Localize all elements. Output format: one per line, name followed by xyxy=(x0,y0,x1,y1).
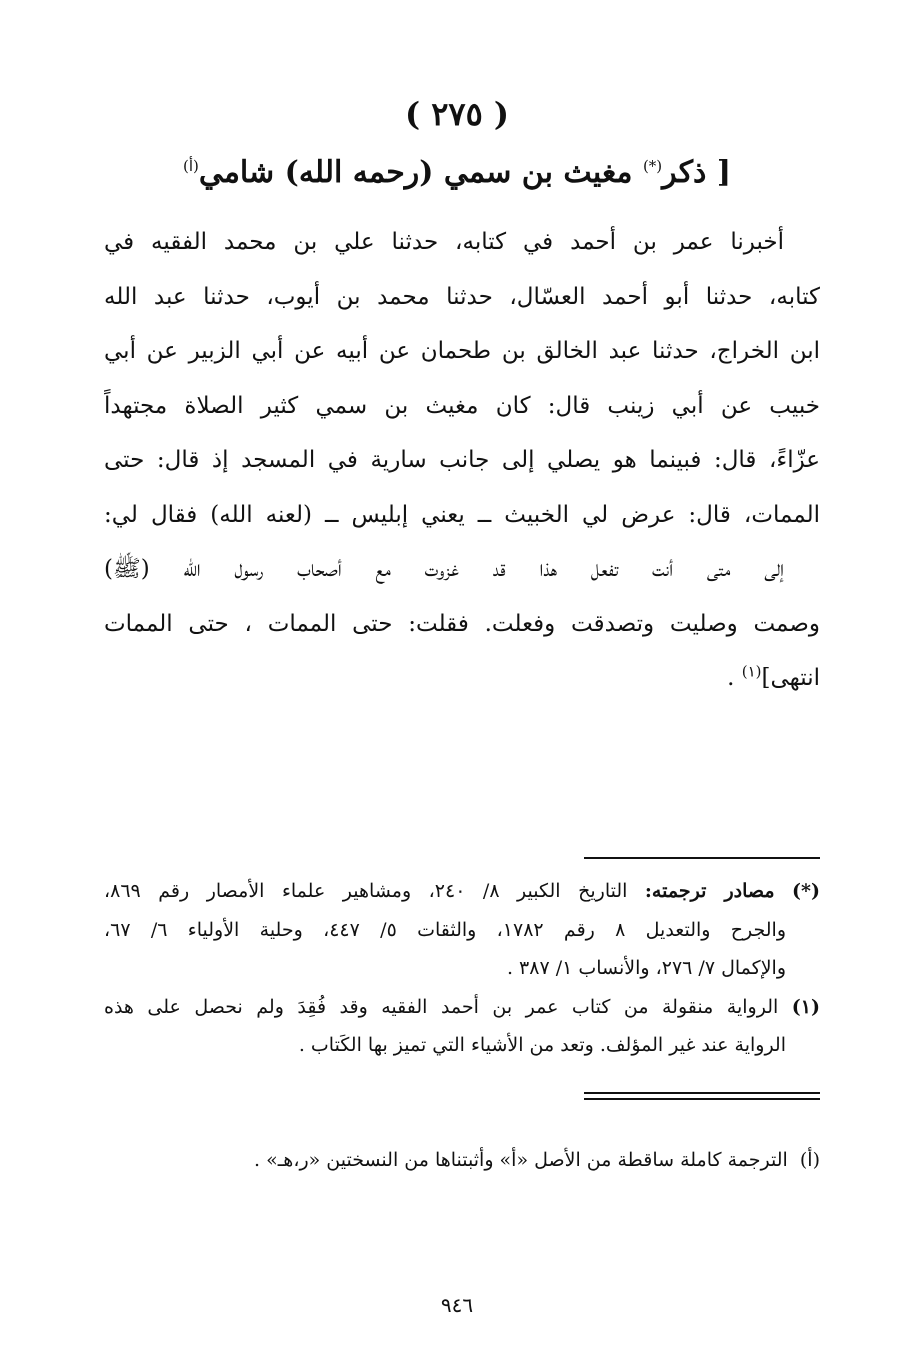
variant-separator xyxy=(584,1092,820,1100)
footnotes xyxy=(104,872,820,1065)
body-line: أخبرنا عمر بن أحمد في كتابه، حدثنا علي بن محمد الفقيه في xyxy=(104,229,784,255)
body-line: وصمت وصليت وتصدقت وفعلت. فقلت: حتى الممات ، حتى الممات xyxy=(104,610,820,637)
footnote-line: والإكمال ٧/ ٢٧٦، والأنساب ١/ ٣٨٧ . xyxy=(506,957,786,979)
heading-open-bracket: [ xyxy=(716,155,732,190)
footnote-line: والجرح والتعديل ٨ رقم ١٧٨٢، والثقات ٥/ ٤٤٧، وحلية الأولياء ٦/ ٦٧، xyxy=(104,918,787,941)
entry-number: ( ٢٧٥ ) xyxy=(404,95,510,133)
heading-variant-ref: (أ) xyxy=(182,157,199,175)
footnote-marker: (*) xyxy=(792,880,820,902)
biography-heading xyxy=(60,150,854,196)
body-final-text: انتهى] xyxy=(761,665,820,691)
footnote-1-text: الرواية منقولة من كتاب عمر بن أحمد الفقيه وقد فُقِدَ ولم نحصل على هذه xyxy=(104,995,779,1018)
heading-word: ذكر xyxy=(662,155,707,190)
variant-marker: (أ) xyxy=(799,1149,820,1171)
body-line: الممات، قال: عرض لي الخبيث ــ يعني إبليس ــ (لعنه الله) فقال لي: xyxy=(104,501,820,528)
footnote-marker: (١) xyxy=(791,995,820,1018)
body-line: ابن الخراج، حدثنا عبد الخالق بن طحمان عن أبيه عن أبي الزبير عن أبي xyxy=(104,338,820,364)
footnote-sources-label: مصادر ترجمته: xyxy=(644,880,775,902)
body-footnote-ref: (١) xyxy=(741,662,762,681)
footnote-sources-line xyxy=(104,872,820,911)
footnote-line: الرواية عند غير المؤلف. وتعد من الأشياء التي تميز بها الكَتاب . xyxy=(298,1034,786,1056)
narration-text xyxy=(104,215,820,706)
footnote-sources-text: التاريخ الكبير ٨/ ٢٤٠، ومشاهير علماء الأمصار رقم ٨٦٩، xyxy=(104,880,628,902)
body-line-final xyxy=(104,651,820,706)
heading-footnote-marker: (*) xyxy=(642,157,663,175)
body-final-tail: . xyxy=(727,665,742,691)
variant-note xyxy=(104,1142,820,1178)
body-line: إلى متى أنت تفعل هذا قد غزوت مع أصحاب رسول الله (ﷺ) xyxy=(104,556,784,582)
body-line: عزّاءً، قال: فبينما هو يصلي إلى جانب سارية في المسجد إذ قال: حتى xyxy=(104,447,820,473)
body-line: كتابه، حدثنا أبو أحمد العسّال، حدثنا محمد بن أيوب، حدثنا عبد الله xyxy=(104,283,820,310)
footnote-1-line xyxy=(104,988,820,1027)
heading-title: مغيث بن سمي (رحمه الله) شامي xyxy=(198,155,633,190)
page-number: ٩٤٦ xyxy=(440,1293,474,1317)
footnote-separator xyxy=(584,857,820,859)
body-line: خبيب عن أبي زينب قال: كان مغيث بن سمي كثير الصلاة مجتهداً xyxy=(104,392,820,419)
variant-text: الترجمة كاملة ساقطة من الأصل «أ» وأثبتناها من النسختين «ر،هـ» . xyxy=(254,1149,788,1171)
